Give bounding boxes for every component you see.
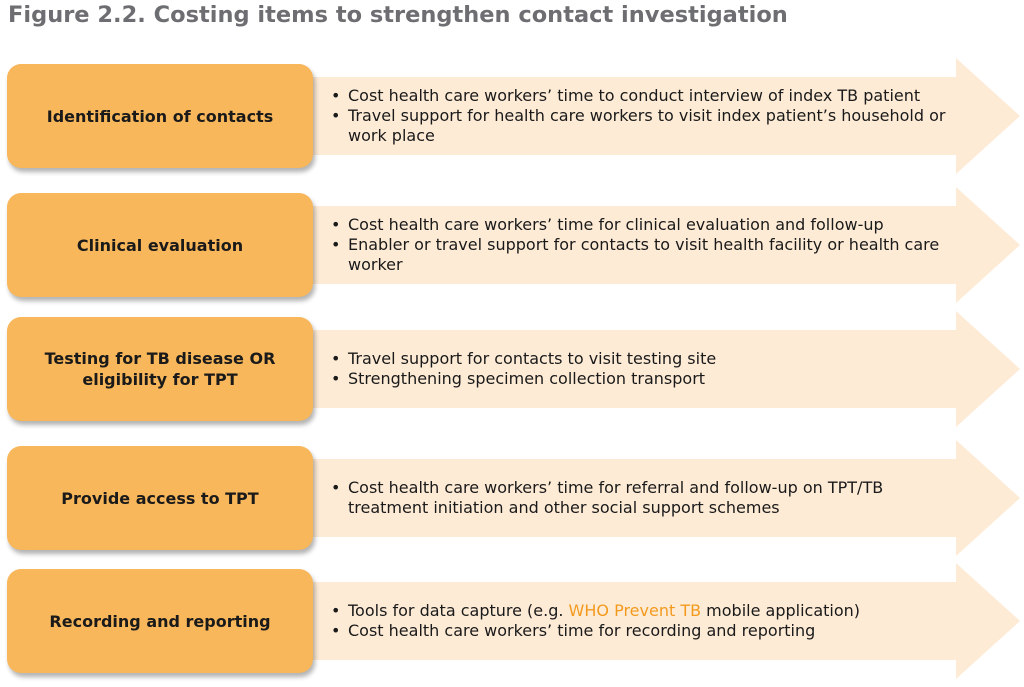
bullet-dot: • [331, 478, 341, 497]
row-provide-access-to-tpt [0, 440, 1024, 556]
step-box: Clinical evaluation [7, 193, 313, 297]
bullet-dot: • [331, 369, 341, 388]
bullet-dot: • [331, 349, 341, 368]
figure-title: Figure 2.2. Costing items to strengthen contact investigation [8, 2, 788, 28]
row-testing [0, 311, 1024, 427]
step-box: Provide access to TPT [7, 446, 313, 550]
who-prevent-tb-link[interactable]: WHO Prevent TB [568, 601, 702, 620]
bullet-dot: • [331, 215, 341, 234]
bullet-item: • Enabler or travel support for contacts to visit health facility or health care worker [331, 235, 940, 274]
bullet-dot: • [331, 235, 341, 254]
bullet-item: • Strengthening specimen collection transport [331, 369, 706, 388]
bullet-item: • Travel support for health care workers to visit index patient’s household or work place [331, 106, 946, 145]
step-box: Recording and reporting [7, 569, 313, 673]
step-box: Testing for TB disease OR eligibility for TPT [7, 317, 313, 421]
bullet-dot: • [331, 106, 341, 125]
row-recording-and-reporting [0, 563, 1024, 679]
bullet-dot: • [331, 621, 341, 640]
bullet-item: • Travel support for contacts to visit testing site [331, 349, 717, 368]
bullet-list [331, 349, 956, 389]
bullet-list [331, 215, 956, 275]
bullet-list [331, 601, 956, 641]
bullet-dot: • [331, 86, 341, 105]
bullet-item: • Cost health care workers’ time for referral and follow-up on TPT/TB treatment initiation and other social support schemes [331, 478, 884, 517]
bullet-item: • Cost health care workers’ time for recording and reporting [331, 621, 816, 640]
bullet-list [331, 478, 956, 518]
bullet-dot: • [331, 601, 341, 620]
bullet-item: • Tools for data capture (e.g. WHO Prevent TB mobile application) [331, 601, 861, 620]
bullet-list [331, 86, 956, 146]
bullet-item: • Cost health care workers’ time for clinical evaluation and follow-up [331, 215, 884, 234]
bullet-item: • Cost health care workers’ time to conduct interview of index TB patient [331, 86, 921, 105]
step-box: Identification of contacts [7, 64, 313, 168]
row-clinical-evaluation [0, 187, 1024, 303]
row-identification-of-contacts [0, 58, 1024, 174]
